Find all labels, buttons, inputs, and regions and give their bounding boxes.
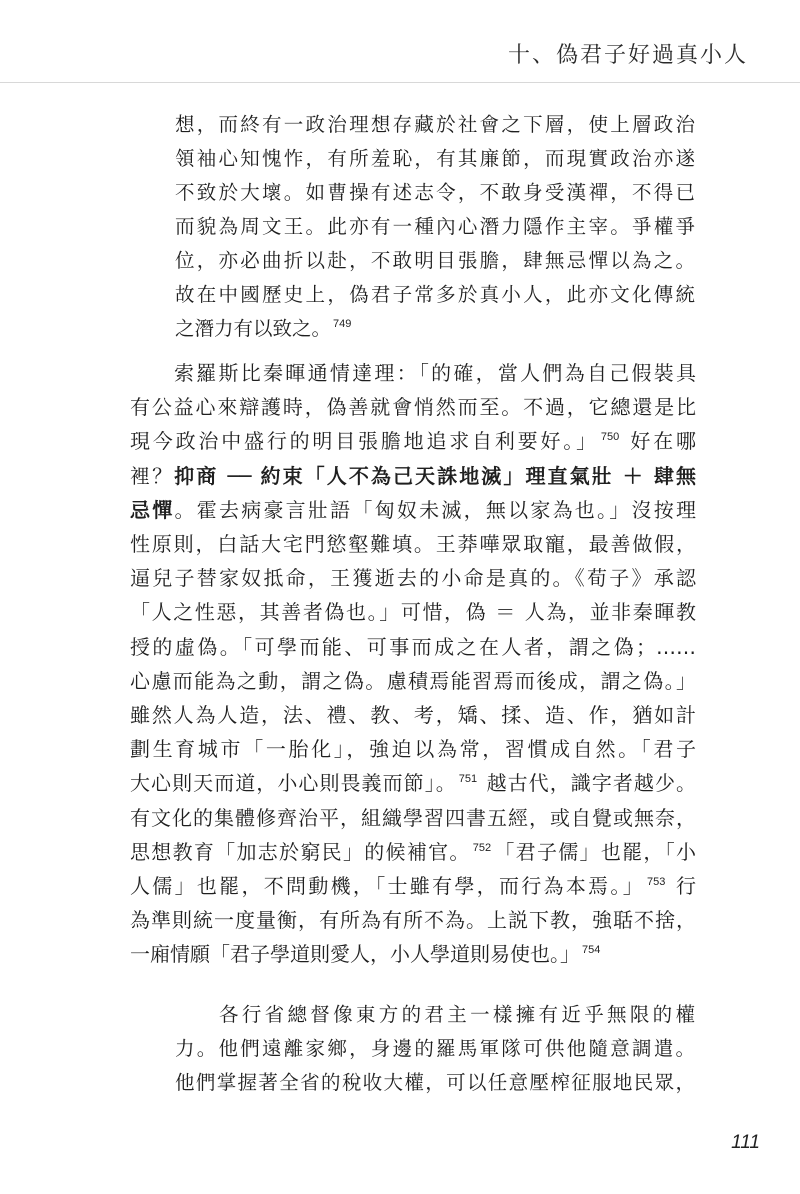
body-line: 心慮而能為之動，謂之偽。慮積焉能習焉而後成，謂之偽。」 xyxy=(130,668,696,693)
running-header-title: 十、偽君子好過真小人 xyxy=(507,43,748,68)
quote-line-text: 之潛力有以致之。 xyxy=(175,317,332,340)
quote-line: 而貌為周文王。此亦有一種內心潛力隱作主宰。爭權爭 xyxy=(175,215,695,238)
body-line xyxy=(130,835,696,869)
quote-block-top xyxy=(175,108,695,346)
body-text: 現今政治中盛行的明目張膽地追求自利要好。」 xyxy=(130,429,599,454)
footnote-marker-753[interactable]: 753 xyxy=(647,876,666,889)
body-text: 行 xyxy=(676,874,697,899)
quote-line: 領袖心知愧怍，有所羞恥，有其廉節，而現實政治亦遂 xyxy=(175,147,695,170)
body-text: 思想教育「加志於窮民」的候補官。 xyxy=(130,839,471,864)
header-divider xyxy=(0,82,800,83)
body-line xyxy=(130,493,696,527)
body-line: 「人之性惡，其善者偽也。」可惜，偽 ＝ 人為，並非秦暉教 xyxy=(130,600,696,625)
footnote-marker-749[interactable]: 749 xyxy=(333,318,352,330)
body-line xyxy=(130,766,696,800)
body-line: 劃生育城市「一胎化」，強迫以為常，習慣成自然。「君子 xyxy=(130,737,696,762)
body-paragraph xyxy=(130,356,696,972)
quote-line: 各行省總督像東方的君主一樣擁有近乎無限的權 xyxy=(219,1003,695,1026)
body-line: 授的虛偽。「可學而能、可事而成之在人者，謂之偽；…… xyxy=(130,634,696,659)
quote-line: 力。他們遠離家鄉，身邊的羅馬軍隊可供他隨意調遣。 xyxy=(175,1037,695,1060)
footnote-marker-754[interactable]: 754 xyxy=(582,944,601,957)
body-text: 「君子儒」也罷，「小 xyxy=(493,839,697,864)
body-text: 大心則天而道，小心則畏義而節」。 xyxy=(130,771,457,796)
body-text: 越古代，識字者越少。 xyxy=(486,771,697,796)
footnote-marker-750[interactable]: 750 xyxy=(600,431,620,444)
body-line: 有公益心來辯護時，偽善就會悄然而至。不過，它總還是比 xyxy=(130,395,696,420)
body-line: 雖然人為人造，法、禮、教、考，矯、揉、造、作，猶如計 xyxy=(130,703,696,728)
body-line: 逼兒子替家奴抵命，王獲逝去的小命是真的。《荀子》承認 xyxy=(130,566,696,591)
footnote-marker-752[interactable]: 752 xyxy=(472,841,492,854)
body-text: 一廂情願「君子學道則愛人，小人學道則易使也。」 xyxy=(130,942,580,967)
body-line xyxy=(130,869,696,903)
quote-block-bottom xyxy=(175,998,695,1100)
quote-line: 他們掌握著全省的稅收大權，可以任意壓榨征服地民眾， xyxy=(175,1071,695,1094)
body-line xyxy=(130,459,696,493)
body-line: 索羅斯比秦暉通情達理：「的確，當人們為自己假裝具 xyxy=(174,361,696,385)
footnote-marker-751[interactable]: 751 xyxy=(458,773,478,786)
body-text: 裡？ xyxy=(130,463,175,488)
page-number: 111 xyxy=(731,1132,760,1153)
body-line-last xyxy=(130,937,696,971)
body-text: 人儒」也罷，不問動機，「士雖有學，而行為本焉。」 xyxy=(130,874,645,899)
quote-line: 不致於大壞。如曹操有述志令，不敢身受漢禪，不得已 xyxy=(175,181,695,204)
quote-line: 位，亦必曲折以赴，不敢明目張膽，肆無忌憚以為之。 xyxy=(175,249,695,272)
quote-line-last xyxy=(175,312,695,346)
body-line: 性原則，白話大宅門慾壑難填。王莽嘩眾取寵，最善做假， xyxy=(130,532,696,557)
bold-emphasis: 忌憚 xyxy=(130,497,175,522)
body-text: 好在哪 xyxy=(630,429,697,454)
body-line: 有文化的集體修齊治平，組織學習四書五經，或自覺或無奈， xyxy=(130,805,696,830)
quote-line: 想，而終有一政治理想存藏於社會之下層，使上層政治 xyxy=(175,113,695,136)
body-line: 為準則統一度量衡，有所為有所不為。上説下教，強聒不捨， xyxy=(130,908,696,933)
body-line xyxy=(130,424,696,458)
bold-emphasis: 抑商 ── 約束「人不為己天誅地滅」理直氣壯 ＋ 肆無 xyxy=(174,463,697,488)
quote-line: 故在中國歷史上，偽君子常多於真小人，此亦文化傳統 xyxy=(175,283,695,306)
body-text: 。霍去病豪言壯語「匈奴未滅，無以家為也。」沒按理 xyxy=(174,497,697,522)
